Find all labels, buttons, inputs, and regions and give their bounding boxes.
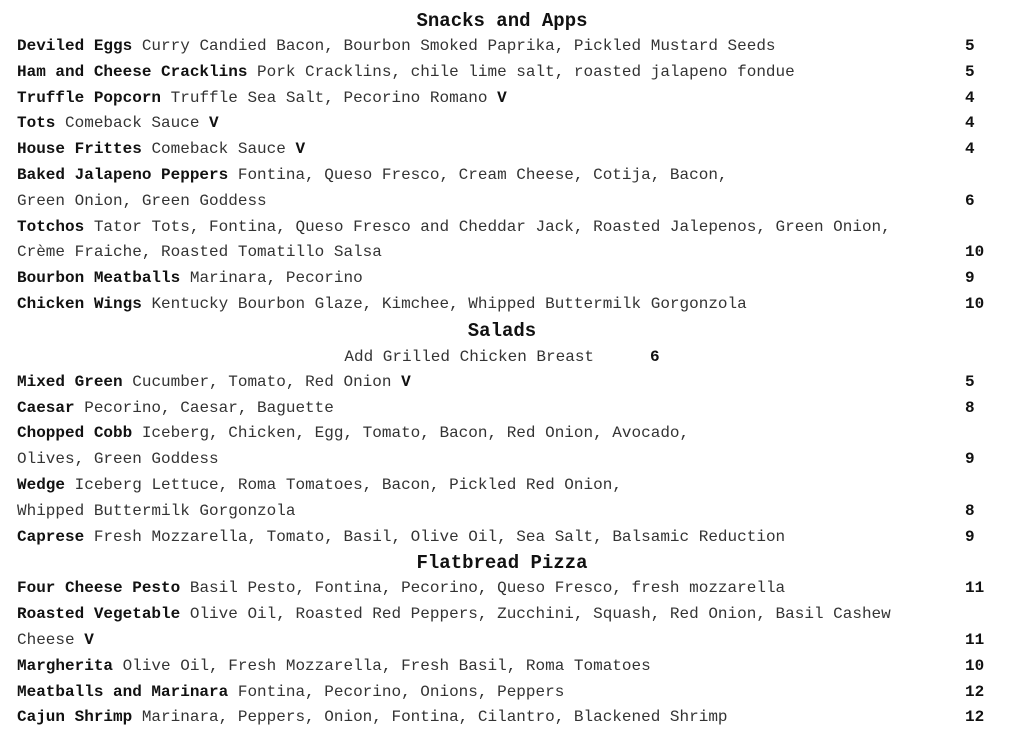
item-name: Baked Jalapeno Peppers	[17, 165, 229, 184]
vegetarian-badge: V	[295, 140, 306, 159]
item-description: Kentucky Bourbon Glaze, Kimchee, Whipped Buttermilk Gorgonzola	[151, 294, 747, 313]
item-name: Totchos	[17, 217, 85, 236]
item-description: Truffle Sea Salt, Pecorino Romano	[170, 88, 488, 107]
item-description: Olive Oil, Fresh Mozzarella, Fresh Basil, Roma Tomatoes	[122, 656, 651, 675]
item-name: Ham and Cheese Cracklins	[17, 62, 248, 81]
item-price: 10	[965, 294, 985, 313]
item-price: 10	[965, 656, 985, 675]
item-price: 9	[965, 450, 975, 469]
item-name: Roasted Vegetable	[17, 605, 181, 624]
item-description: Marinara, Peppers, Onion, Fontina, Cilantro, Blackened Shrimp	[141, 708, 728, 727]
item-name: Chopped Cobb	[17, 424, 133, 443]
item-name: Caprese	[17, 527, 85, 546]
menu-item	[17, 111, 987, 137]
menu-item	[17, 473, 987, 525]
item-name: Mixed Green	[17, 372, 123, 391]
menu-item	[17, 654, 987, 680]
menu-item	[17, 705, 987, 731]
vegetarian-badge: V	[497, 88, 507, 107]
addon-label: Add Grilled Chicken Breast	[344, 347, 595, 366]
menu-item	[17, 370, 987, 396]
item-price: 8	[965, 398, 975, 417]
item-name: Truffle Popcorn	[17, 88, 162, 107]
item-name: Margherita	[17, 656, 114, 675]
menu-item	[17, 86, 987, 112]
item-description: Fontina, Pecorino, Onions, Peppers	[237, 682, 565, 701]
menu-item	[17, 215, 987, 267]
item-description: Cucumber, Tomato, Red Onion	[132, 372, 392, 391]
item-name: Wedge	[17, 475, 66, 494]
item-price: 5	[965, 372, 975, 391]
section-title: Snacks and Apps	[416, 10, 588, 32]
menu-item	[17, 525, 987, 551]
item-name: Deviled Eggs	[17, 37, 133, 55]
item-name: House Frittes	[17, 140, 142, 159]
item-price: 4	[965, 114, 975, 133]
menu-item	[17, 421, 987, 473]
menu-item	[17, 34, 987, 60]
item-price: 12	[965, 682, 985, 701]
section-title: Salads	[467, 319, 537, 342]
section-title: Flatbread Pizza	[416, 552, 588, 575]
menu-item	[17, 266, 987, 292]
vegetarian-badge: V	[401, 372, 411, 391]
item-name: Tots	[17, 114, 56, 133]
item-price: 9	[965, 269, 975, 288]
menu-item	[17, 602, 987, 654]
section-flatbread-pizza	[17, 550, 987, 731]
item-description: Tator Tots, Fontina, Queso Fresco and Cheddar Jack, Roasted Jalepenos, Green Onion, Crème Fraiche, Roasted Tomatillo Salsa	[17, 217, 901, 262]
item-description: Basil Pesto, Fontina, Pecorino, Queso Fresco, fresh mozzarella	[189, 579, 786, 598]
vegetarian-badge: V	[84, 630, 94, 649]
item-name: Four Cheese Pesto	[17, 579, 181, 598]
item-price: 4	[965, 140, 975, 159]
item-price: 9	[965, 527, 975, 546]
menu-item	[17, 60, 987, 86]
menu-item	[17, 680, 987, 706]
item-price: 5	[965, 62, 975, 81]
item-name: Caesar	[17, 398, 75, 417]
item-description: Pecorino, Caesar, Baguette	[84, 398, 334, 417]
section-salads	[17, 318, 987, 551]
item-description: Comeback Sauce	[65, 114, 200, 133]
item-description: Iceberg, Chicken, Egg, Tomato, Bacon, Red Onion, Avocado, Olives, Green Goddess	[17, 424, 690, 469]
item-description: Marinara, Pecorino	[189, 269, 363, 288]
item-description: Fresh Mozzarella, Tomato, Basil, Olive Oil, Sea Salt, Balsamic Reduction	[93, 527, 786, 546]
item-price: 5	[965, 37, 975, 55]
addon-price: 6	[650, 347, 660, 366]
menu-item	[17, 292, 987, 318]
item-name: Cajun Shrimp	[17, 708, 133, 727]
item-description: Iceberg Lettuce, Roma Tomatoes, Bacon, Pickled Red Onion, Whipped Buttermilk Gorgonzola	[17, 475, 622, 520]
item-description: Pork Cracklins, chile lime salt, roasted jalapeno fondue	[257, 62, 795, 81]
addon-line	[17, 344, 987, 370]
item-price: 8	[965, 501, 975, 520]
menu-item	[17, 137, 987, 163]
item-name: Meatballs and Marinara	[17, 682, 229, 701]
item-price: 11	[965, 579, 985, 598]
vegetarian-badge: V	[209, 114, 219, 133]
item-description: Curry Candied Bacon, Bourbon Smoked Paprika, Pickled Mustard Seeds	[141, 37, 776, 55]
item-price: 10	[965, 243, 985, 262]
item-price: 12	[965, 708, 985, 727]
menu-item	[17, 576, 987, 602]
item-name: Chicken Wings	[17, 294, 142, 313]
item-price: 6	[965, 191, 975, 210]
item-description: Comeback Sauce	[151, 140, 286, 159]
item-price: 4	[965, 88, 975, 107]
menu-item	[17, 163, 987, 215]
item-price: 11	[965, 630, 985, 649]
menu-item	[17, 396, 987, 422]
item-name: Bourbon Meatballs	[17, 269, 181, 288]
section-snacks-and-apps	[17, 8, 987, 318]
item-description: Olive Oil, Roasted Red Peppers, Zucchini, Squash, Red Onion, Basil Cashew Cheese	[17, 605, 901, 649]
menu	[17, 8, 987, 731]
item-description: Fontina, Queso Fresco, Cream Cheese, Cotija, Bacon, Green Onion, Green Goddess	[17, 165, 728, 210]
